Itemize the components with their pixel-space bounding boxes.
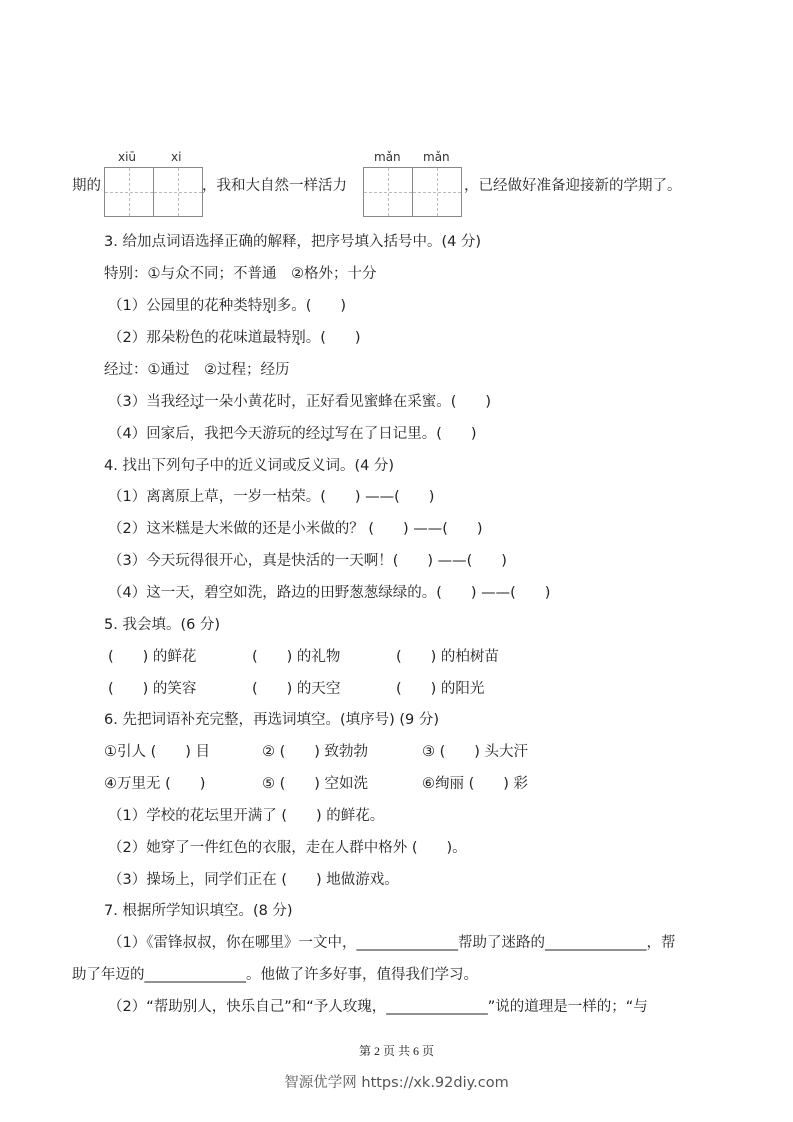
q3-sentence-4 [108, 424, 477, 444]
q6-word-4: ④万里无 ( ) [104, 776, 206, 792]
text: （3）当我经 [108, 394, 190, 410]
tianzige-grid-2[interactable] [363, 167, 462, 217]
q5-blank-6: ( ) 的阳光 [396, 681, 485, 697]
pinyin-man-2: mǎn [423, 150, 450, 164]
q6-word-3: ③ ( ) 头大汗 [422, 744, 529, 760]
q4-item-4: （4）这一天，碧空如洗，路边的田野葱葱绿绿的。( ) ——( ) [108, 585, 551, 601]
q5-title: 5. 我会填。(6 分) [104, 617, 221, 633]
q6-sentence-2: （2）她穿了一件红色的衣服，走在人群中格外 ( )。 [108, 840, 467, 856]
q3-definition-1: 特别：①与众不同；不普通 ②格外；十分 [104, 266, 377, 282]
dotted-char: 别 [262, 298, 277, 314]
q4-item-1: （1）离离原上草，一岁一枯荣。( ) ——( ) [108, 489, 435, 505]
sentence-middle: ，我和大自然一样活力 [202, 178, 347, 194]
q6-word-5: ⑤ ( ) 空如洗 [262, 776, 369, 792]
grid-cell[interactable] [154, 168, 202, 216]
text: （2）那朵粉色的花味道最特 [108, 330, 292, 346]
q5-blank-3: ( ) 的柏树苗 [396, 649, 499, 665]
text: （1）公园里的花种类特 [108, 298, 263, 314]
q5-blank-5: ( ) 的天空 [252, 681, 341, 697]
sentence-suffix: ，已经做好准备迎接新的学期了。 [464, 178, 682, 194]
q3-title: 3. 给加点词语选择正确的解释，把序号填入括号中。(4 分) [104, 234, 482, 250]
q3-sentence-2 [108, 328, 361, 348]
q7-line-1: （1）《雷锋叔叔，你在哪里》一文中，______________帮助了迷路的______________，帮 [108, 935, 676, 951]
q4-item-2: （2）这米糕是大米做的还是小米做的？ ( ) ——( ) [108, 521, 483, 537]
text: 多。( ) [276, 298, 347, 314]
grid-cell[interactable] [413, 168, 461, 216]
text: 写在了日记里。( ) [334, 426, 477, 442]
q6-word-2: ② ( ) 致勃勃 [262, 744, 369, 760]
q6-sentence-1: （1）学校的花坛里开满了 ( ) 的鲜花。 [108, 808, 385, 824]
q4-item-3: （3）今天玩得很开心，真是快活的一天啊！( ) ——( ) [108, 553, 507, 569]
q5-blank-4: ( ) 的笑容 [108, 681, 197, 697]
page-number: 第 2 页 共 6 页 [358, 1044, 434, 1058]
grid-cell[interactable] [364, 168, 413, 216]
watermark-text: 智源优学网 https://xk.92diy.com [284, 1075, 509, 1091]
q3-sentence-1 [108, 296, 346, 316]
tianzige-grid-1[interactable] [104, 167, 203, 217]
q5-blank-1: ( ) 的鲜花 [108, 649, 197, 665]
dotted-char: 过 [189, 394, 205, 410]
q7-line-2: 助了年迈的______________。他做了许多好事，值得我们学习。 [72, 967, 478, 983]
text: 。( ) [305, 330, 361, 346]
q6-word-1: ①引人 ( ) 目 [104, 744, 211, 760]
q6-sentence-3: （3）操场上，同学们正在 ( ) 地做游戏。 [108, 872, 399, 888]
dotted-char: 别 [291, 330, 306, 346]
pinyin-xiu: xiū [118, 150, 137, 164]
q6-word-6: ⑥绚丽 ( ) 彩 [422, 776, 529, 792]
sentence-prefix: 期的 [72, 178, 101, 194]
text: 一朵小黄花时，正好看见蜜蜂在采蜜。( ) [204, 394, 492, 410]
text: （4）回家后，我把今天游玩的经 [108, 426, 321, 442]
q6-title: 6. 先把词语补充完整，再选词填空。(填序号) (9 分) [104, 712, 440, 728]
grid-cell[interactable] [105, 168, 154, 216]
q3-sentence-3 [108, 392, 491, 412]
q5-blank-2: ( ) 的礼物 [252, 649, 341, 665]
q7-line-3: （2）“帮助别人，快乐自己”和“予人玫瑰，______________”说的道理是一样的；“与 [108, 999, 648, 1015]
q4-title: 4. 找出下列句子中的近义词或反义词。(4 分) [104, 458, 395, 474]
dotted-char: 过 [320, 426, 335, 442]
q7-title: 7. 根据所学知识填空。(8 分) [104, 903, 293, 919]
pinyin-xi: xi [171, 150, 182, 164]
q3-definition-2: 经过：①通过 ②过程；经历 [104, 362, 290, 378]
pinyin-man-1: mǎn [374, 150, 401, 164]
